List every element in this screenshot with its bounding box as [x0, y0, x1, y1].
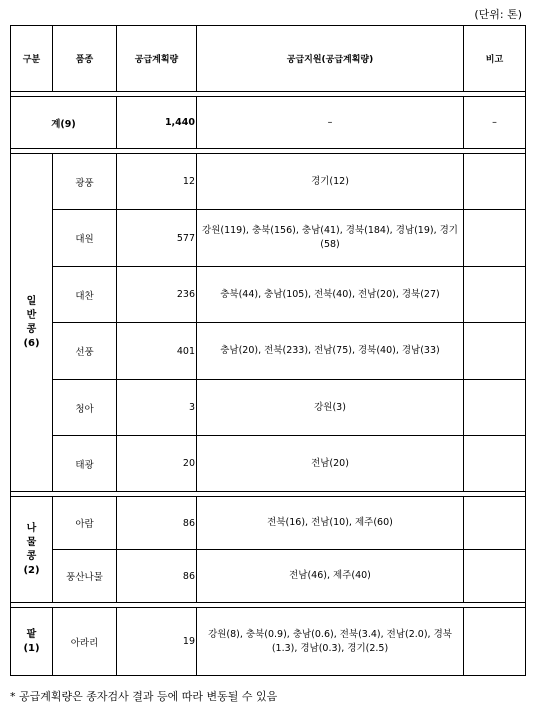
group-label-line: 콩 [26, 323, 37, 335]
total-label: 계(9) [11, 97, 117, 149]
header-row [11, 26, 526, 92]
remark-cell [464, 436, 526, 492]
group-label-line: (1) [23, 642, 40, 654]
support-cell: 전남(20) [197, 436, 464, 492]
total-support: – [197, 97, 464, 149]
variety-cell: 태광 [53, 436, 117, 492]
header-category: 구분 [11, 26, 53, 92]
variety-cell: 청아 [53, 380, 117, 436]
remark-cell [464, 550, 526, 603]
unit-label: (단위: 톤) [474, 8, 522, 21]
variety-cell: 대원 [53, 210, 117, 267]
variety-cell: 아라리 [53, 608, 117, 676]
group-label-sprout-soybean [11, 497, 53, 603]
variety-cell: 풍산나물 [53, 550, 117, 603]
support-cell: 경기(12) [197, 154, 464, 210]
seed-supply-table [10, 25, 526, 676]
group-label-line: 물 [26, 536, 37, 548]
plan-cell: 86 [117, 550, 197, 603]
plan-cell: 19 [117, 608, 197, 676]
plan-cell: 86 [117, 497, 197, 550]
remark-cell [464, 267, 526, 323]
support-cell: 강원(3) [197, 380, 464, 436]
group-label-general-soybean [11, 154, 53, 492]
remark-cell [464, 497, 526, 550]
support-cell: 전북(16), 전남(10), 제주(60) [197, 497, 464, 550]
table-row [11, 323, 526, 380]
group-label-line: 반 [26, 309, 37, 321]
variety-cell: 광풍 [53, 154, 117, 210]
table-row [11, 608, 526, 676]
header-variety: 품종 [53, 26, 117, 92]
total-plan: 1,440 [117, 97, 197, 149]
header-support: 공급지원(공급계획량) [197, 26, 464, 92]
plan-cell: 3 [117, 380, 197, 436]
group-label-line: 팥 [26, 628, 37, 640]
table-row [11, 267, 526, 323]
plan-cell: 12 [117, 154, 197, 210]
support-cell: 전남(46), 제주(40) [197, 550, 464, 603]
header-plan: 공급계획량 [117, 26, 197, 92]
table-row [11, 380, 526, 436]
plan-cell: 401 [117, 323, 197, 380]
remark-cell [464, 323, 526, 380]
variety-cell: 대찬 [53, 267, 117, 323]
remark-cell [464, 608, 526, 676]
table-row [11, 436, 526, 492]
total-remark: – [464, 97, 526, 149]
support-cell: 강원(8), 충북(0.9), 충남(0.6), 전북(3.4), 전남(2.0), 경북(1.3), 경남(0.3), 경기(2.5) [197, 608, 464, 676]
table-row [11, 154, 526, 210]
table-row [11, 497, 526, 550]
support-cell: 강원(119), 충북(156), 충남(41), 경북(184), 경남(19), 경기(58) [197, 210, 464, 267]
remark-cell [464, 154, 526, 210]
variety-cell: 아람 [53, 497, 117, 550]
variety-cell: 선풍 [53, 323, 117, 380]
remark-cell [464, 380, 526, 436]
footnote: * 공급계획량은 종자검사 결과 등에 따라 변동될 수 있음 [10, 690, 278, 703]
group-label-line: 일 [26, 295, 37, 307]
plan-cell: 20 [117, 436, 197, 492]
table-row [11, 210, 526, 267]
plan-cell: 236 [117, 267, 197, 323]
total-row [11, 97, 526, 149]
group-label-red-bean [11, 608, 53, 676]
support-cell: 충북(44), 충남(105), 전북(40), 전남(20), 경북(27) [197, 267, 464, 323]
group-label-line: 나 [26, 522, 37, 534]
support-cell: 충남(20), 전북(233), 전남(75), 경북(40), 경남(33) [197, 323, 464, 380]
header-remark: 비고 [464, 26, 526, 92]
group-label-line: (6) [23, 337, 40, 349]
table-row [11, 550, 526, 603]
plan-cell: 577 [117, 210, 197, 267]
group-label-line: (2) [23, 564, 40, 576]
remark-cell [464, 210, 526, 267]
group-label-line: 콩 [26, 550, 37, 562]
